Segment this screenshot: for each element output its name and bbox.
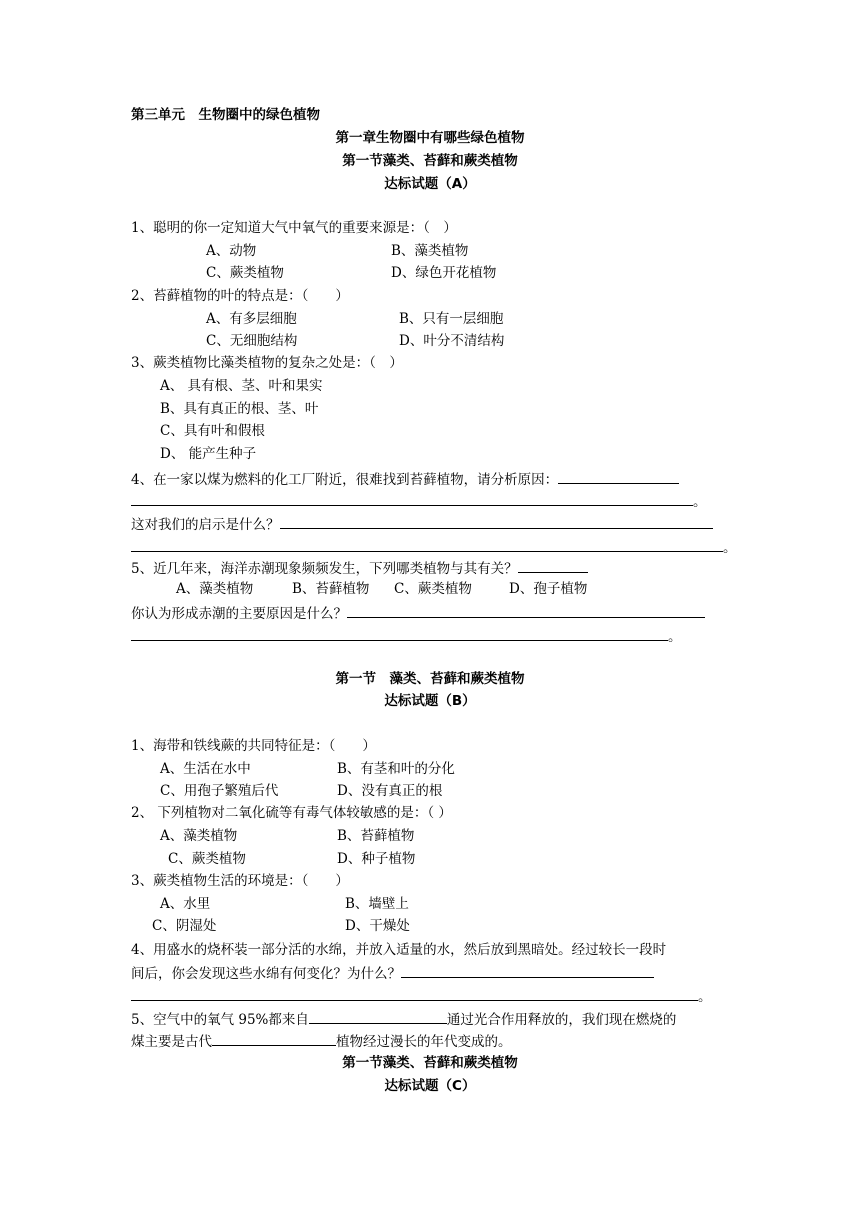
answer-blank[interactable] [131,537,723,552]
question-b4-line-3 [131,986,712,1006]
question-b2-stem: 2、 下列植物对二氧化硫等有毒气体较敏感的是：（ ） [131,805,452,821]
section-a-title: 第一节藻类、苔藓和蕨类植物 [342,153,518,169]
question-a5-stem [131,558,588,578]
question-a1-option-c: C、蕨类植物 [206,265,284,281]
period: 。 [668,629,682,645]
period: 。 [723,540,737,556]
question-a3-option-d: D、 能产生种子 [160,446,257,462]
question-a4-line-2 [131,537,737,557]
answer-blank[interactable] [518,558,588,573]
answer-blank[interactable] [309,1009,447,1024]
question-b3-option-b: B、墙壁上 [345,896,409,912]
question-b2-option-d: D、种子植物 [337,851,416,867]
question-b1-option-d: D、没有真正的根 [337,783,443,799]
question-b5-part3: 煤主要是古代 [131,1034,212,1050]
question-a1-option-b: B、藻类植物 [391,243,469,259]
question-a4-line [131,491,707,511]
question-a1-option-a: A、动物 [206,243,257,259]
section-a-subtitle: 达标试题（A） [384,176,476,192]
question-a5-followup-text: 你认为形成赤潮的主要原因是什么？ [131,606,347,622]
unit-title: 第三单元 生物圈中的绿色植物 [131,107,320,123]
question-b2-option-c: C、蕨类植物 [168,851,246,867]
answer-blank[interactable] [131,626,668,641]
answer-blank[interactable] [131,491,693,506]
question-b3-option-c: C、阴湿处 [152,918,217,934]
question-b2-option-a: A、藻类植物 [160,828,238,844]
question-a4-stem-text: 4、在一家以煤为燃料的化工厂附近，很难找到苔藓植物，请分析原因： [131,472,559,488]
question-a5-followup [131,603,705,623]
question-b4-line-2-text: 间后，你会发现这些水绵有何变化？为什么？ [131,966,401,982]
answer-blank[interactable] [558,469,679,484]
period: 。 [698,989,712,1005]
question-a1-stem: 1、聪明的你一定知道大气中氧气的重要来源是：（ ） [131,220,457,236]
question-a5-stem-text: 5、近几年来，海洋赤潮现象频频发生，下列哪类植物与其有关？ [131,561,518,577]
question-a3-option-c: C、具有叶和假根 [160,423,265,439]
question-a5-option-b: B、苔藓植物 [292,581,370,597]
question-b5-line-1 [131,1009,676,1029]
question-b1-option-b: B、有茎和叶的分化 [337,761,455,777]
section-b-subtitle: 达标试题（B） [384,693,476,709]
question-b3-option-a: A、水里 [160,896,211,912]
question-b5-part4: 植物经过漫长的年代变成的。 [336,1034,512,1050]
question-b1-option-c: C、用孢子繁殖后代 [160,783,279,799]
question-a2-option-b: B、只有一层细胞 [399,311,504,327]
question-b3-stem: 3、蕨类植物生活的环境是：（ ） [131,873,349,889]
question-a4-followup [131,514,713,534]
question-a5-line [131,626,682,646]
chapter-title: 第一章生物圈中有哪些绿色植物 [335,130,525,146]
question-b1-stem: 1、海带和铁线蕨的共同特征是：（ ） [131,738,376,754]
question-a2-option-d: D、叶分不清结构 [399,333,505,349]
question-a3-option-b: B、具有真正的根、茎、叶 [160,401,319,417]
section-c-title: 第一节藻类、苔藓和蕨类植物 [342,1055,518,1071]
question-a4-stem [131,469,679,489]
question-a2-option-a: A、有多层细胞 [206,311,297,327]
question-b5-part1: 5、空气中的氧气 95%都来自 [131,1012,309,1028]
question-b5-part2: 通过光合作用释放的，我们现在燃烧的 [446,1012,677,1028]
question-b2-option-b: B、苔藓植物 [337,828,415,844]
question-a5-option-c: C、蕨类植物 [394,581,472,597]
question-b4-line-2 [131,963,654,983]
period: 。 [693,494,707,510]
answer-blank[interactable] [347,603,705,618]
question-a3-option-a: A、 具有根、茎、叶和果实 [160,378,323,394]
question-a1-option-d: D、绿色开花植物 [391,265,497,281]
answer-blank[interactable] [131,986,698,1001]
question-a4-followup-text: 这对我们的启示是什么？ [131,517,280,533]
question-b5-line-2 [131,1031,512,1051]
section-b-title: 第一节 藻类、苔藓和蕨类植物 [335,671,525,687]
question-b4-line-1: 4、用盛水的烧杯装一部分活的水绵，并放入适量的水，然后放到黑暗处。经过较长一段时 [131,942,667,958]
question-b1-option-a: A、生活在水中 [160,761,251,777]
question-a2-option-c: C、无细胞结构 [206,333,298,349]
question-a5-option-a: A、藻类植物 [176,581,254,597]
answer-blank[interactable] [212,1031,336,1046]
question-a2-stem: 2、苔藓植物的叶的特点是：（ ） [131,288,349,304]
answer-blank[interactable] [401,963,654,978]
section-c-subtitle: 达标试题（C） [384,1078,476,1094]
question-a5-option-d: D、孢子植物 [509,581,588,597]
question-b3-option-d: D、干燥处 [345,918,410,934]
answer-blank[interactable] [280,514,713,529]
question-a3-stem: 3、蕨类植物比藻类植物的复杂之处是：（ ） [131,355,403,371]
